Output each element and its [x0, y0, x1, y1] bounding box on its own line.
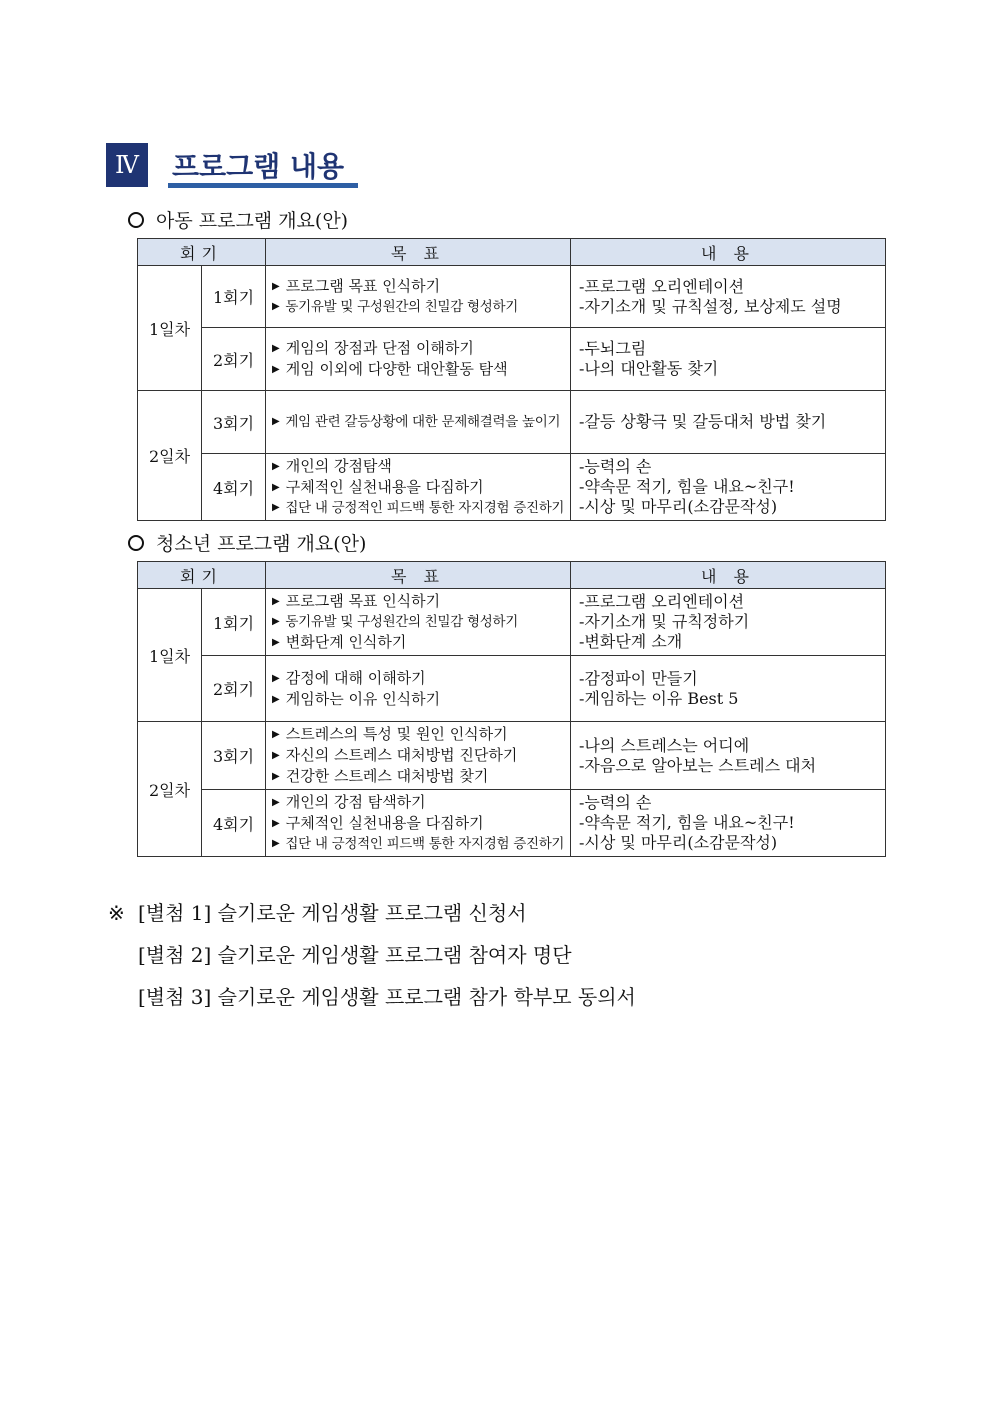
triangle-bullet-icon: ▶ [272, 818, 280, 829]
content-item: -갈등 상황극 및 갈등대처 방법 찾기 [579, 412, 827, 431]
content-cell [571, 266, 886, 328]
goal-item: ▶ 게임 이외에 다양한 대안활동 탐색 [272, 360, 508, 378]
content-cell [571, 391, 886, 454]
goal-cell [266, 722, 571, 790]
triangle-bullet-icon: ▶ [272, 771, 280, 782]
triangle-bullet-icon: ▶ [272, 301, 280, 312]
goal-item: ▶ 변화단계 인식하기 [272, 633, 407, 651]
youth-program-table [137, 561, 886, 857]
goal-cell [266, 328, 571, 391]
goal-cell [266, 391, 571, 454]
triangle-bullet-icon: ▶ [272, 343, 280, 354]
youth-program-heading [128, 529, 366, 556]
session-label: 2회기 [202, 328, 266, 391]
content-cell [571, 328, 886, 391]
header-content: 내 용 [571, 562, 886, 589]
triangle-bullet-icon: ▶ [272, 797, 280, 808]
triangle-bullet-icon: ▶ [272, 693, 280, 705]
table-row [138, 328, 886, 391]
goal-cell [266, 656, 571, 722]
goal-item: ▶ 건강한 스트레스 대처방법 찾기 [272, 767, 489, 785]
attachment-item: [별첨 2] 슬기로운 게임생활 프로그램 참여자 명단 [138, 943, 572, 967]
content-item: -두뇌그림 [579, 339, 647, 358]
reference-mark: ※ [108, 901, 125, 925]
content-item: -자기소개 및 규칙정하기 [579, 612, 750, 631]
triangle-bullet-icon: ▶ [272, 416, 280, 427]
goal-item: ▶ 구체적인 실천내용을 다짐하기 [272, 478, 484, 496]
session-label: 2회기 [202, 656, 266, 722]
day-label: 1일차 [138, 266, 202, 391]
header-goal: 목 표 [266, 239, 571, 266]
content-cell [571, 589, 886, 656]
table-row [138, 722, 886, 790]
triangle-bullet-icon: ▶ [272, 596, 280, 607]
child-program-heading-text: 아동 프로그램 개요(안) [156, 210, 349, 232]
circle-bullet-icon [128, 212, 144, 228]
goal-item: ▶ 집단 내 긍정적인 피드백 통한 자지경험 증진하기 [272, 500, 565, 516]
triangle-bullet-icon: ▶ [272, 461, 280, 472]
goal-item: ▶ 구체적인 실천내용을 다짐하기 [272, 814, 484, 832]
table-header-row [138, 562, 886, 589]
attachment-item: [별첨 3] 슬기로운 게임생활 프로그램 참가 학부모 동의서 [138, 985, 636, 1009]
content-item: -자기소개 및 규칙설정, 보상제도 설명 [579, 296, 842, 316]
content-item: -능력의 손 [579, 793, 652, 812]
session-label: 4회기 [202, 454, 266, 521]
triangle-bullet-icon: ▶ [272, 616, 280, 627]
goal-item: ▶ 자신의 스트레스 대처방법 진단하기 [272, 746, 518, 764]
attachment-item: ※ [별첨 1] 슬기로운 게임생활 프로그램 신청서 [108, 898, 636, 940]
goal-item: ▶ 동기유발 및 구성원간의 친밀감 형성하기 [272, 614, 518, 630]
table-header-row [138, 239, 886, 266]
content-item: -능력의 손 [579, 457, 652, 476]
goal-item: ▶ 집단 내 긍정적인 피드백 통한 자지경험 증진하기 [272, 836, 565, 852]
triangle-bullet-icon: ▶ [272, 838, 280, 849]
goal-item: ▶ 개인의 강점 탐색하기 [272, 793, 426, 811]
triangle-bullet-icon: ▶ [272, 281, 280, 292]
session-label: 3회기 [202, 722, 266, 790]
content-item: -나의 스트레스는 어디에 [579, 735, 750, 755]
triangle-bullet-icon: ▶ [272, 364, 280, 375]
content-item: -나의 대안활동 찾기 [579, 359, 719, 378]
content-item: -자음으로 알아보는 스트레스 대처 [579, 755, 817, 775]
child-program-heading [128, 206, 348, 233]
content-item: -프로그램 오리엔테이션 [579, 276, 745, 296]
content-cell [571, 454, 886, 521]
triangle-bullet-icon: ▶ [272, 637, 280, 648]
goal-item: ▶ 게임 관련 갈등상황에 대한 문제해결력을 높이기 [272, 414, 561, 430]
header-session: 회기 [138, 562, 266, 589]
session-label: 1회기 [202, 589, 266, 656]
triangle-bullet-icon: ▶ [272, 482, 280, 493]
day-label: 2일차 [138, 722, 202, 857]
goal-cell [266, 454, 571, 521]
triangle-bullet-icon: ▶ [272, 502, 280, 513]
session-label: 4회기 [202, 790, 266, 857]
youth-program-heading-text: 청소년 프로그램 개요(안) [156, 533, 367, 555]
header-content: 내 용 [571, 239, 886, 266]
attachments-note [108, 898, 636, 1024]
content-item: -시상 및 마무리(소감문작성) [579, 497, 778, 516]
session-label: 1회기 [202, 266, 266, 328]
header-goal: 목 표 [266, 562, 571, 589]
content-cell [571, 656, 886, 722]
content-item: -게임하는 이유 Best 5 [579, 688, 739, 708]
day-label: 2일차 [138, 391, 202, 521]
table-row [138, 790, 886, 857]
goal-item: ▶ 프로그램 목표 인식하기 [272, 592, 441, 610]
day-label: 1일차 [138, 589, 202, 722]
triangle-bullet-icon: ▶ [272, 729, 280, 740]
triangle-bullet-icon: ▶ [272, 750, 280, 761]
content-item: -변화단계 소개 [579, 632, 683, 651]
table-row [138, 454, 886, 521]
table-row [138, 391, 886, 454]
session-label: 3회기 [202, 391, 266, 454]
table-row [138, 656, 886, 722]
section-title-underline [168, 183, 358, 188]
section-number-badge: Ⅳ [106, 143, 148, 187]
circle-bullet-icon [128, 535, 144, 551]
section-title: 프로그램 내용 [172, 150, 345, 183]
header-session: 회기 [138, 239, 266, 266]
goal-cell [266, 589, 571, 656]
content-item: -시상 및 마무리(소감문작성) [579, 833, 778, 852]
content-item: -프로그램 오리엔테이션 [579, 592, 745, 611]
goal-item: ▶ 프로그램 목표 인식하기 [272, 277, 441, 295]
triangle-bullet-icon: ▶ [272, 672, 280, 684]
goal-item: ▶ 개인의 강점탐색 [272, 457, 392, 475]
goal-item: ▶ 감정에 대해 이해하기 [272, 668, 426, 687]
child-program-table [137, 238, 886, 521]
content-cell [571, 790, 886, 857]
content-item: -약속문 적기, 힘을 내요~친구! [579, 813, 795, 832]
goal-item: ▶ 게임의 장점과 단점 이해하기 [272, 339, 474, 357]
content-item: -감정파이 만들기 [579, 668, 698, 688]
content-item: -약속문 적기, 힘을 내요~친구! [579, 477, 795, 496]
section-header [106, 143, 406, 189]
goal-cell [266, 790, 571, 857]
goal-cell [266, 266, 571, 328]
content-cell [571, 722, 886, 790]
goal-item: ▶ 스트레스의 특성 및 원인 인식하기 [272, 725, 508, 743]
goal-item: ▶ 게임하는 이유 인식하기 [272, 689, 441, 708]
goal-item: ▶ 동기유발 및 구성원간의 친밀감 형성하기 [272, 299, 518, 315]
table-row [138, 266, 886, 328]
table-row [138, 589, 886, 656]
